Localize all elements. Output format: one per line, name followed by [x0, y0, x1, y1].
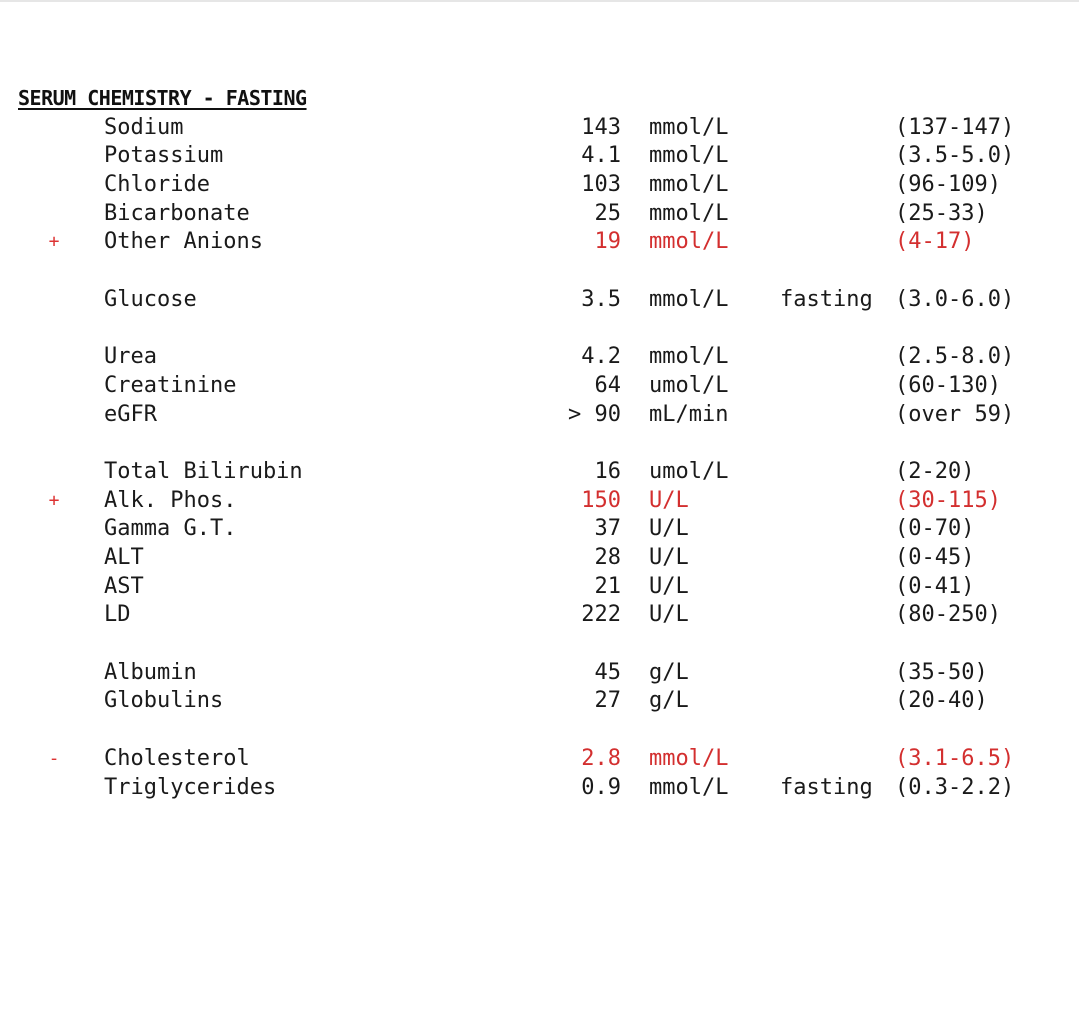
- result-value: 4.2: [581, 344, 621, 370]
- result-value: 19: [594, 229, 621, 255]
- result-note: fasting: [780, 774, 873, 800]
- result-value: 21: [594, 573, 621, 599]
- result-unit: mmol/L: [649, 745, 729, 771]
- abnormal-flag: -: [48, 747, 60, 769]
- result-unit: mmol/L: [649, 114, 729, 140]
- test-name: Gamma G.T.: [104, 516, 237, 542]
- result-row: [0, 372, 1079, 401]
- result-row: [0, 573, 1079, 602]
- group-separator: [0, 257, 1079, 286]
- result-value: 103: [581, 172, 621, 198]
- result-unit: U/L: [649, 545, 689, 570]
- result-row: [0, 343, 1079, 372]
- result-unit: U/L: [649, 573, 689, 599]
- reference-range: (2-20): [895, 458, 975, 484]
- result-value: 16: [594, 458, 621, 484]
- result-row: [0, 745, 1079, 774]
- result-value: 2.8: [581, 745, 621, 771]
- result-row: [0, 544, 1079, 573]
- reference-range: (2.5-8.0): [895, 344, 1015, 370]
- result-value: 150: [581, 487, 621, 513]
- reference-range: (80-250): [895, 602, 1001, 628]
- results-table: [0, 114, 1079, 803]
- abnormal-flag: +: [48, 489, 60, 511]
- reference-range: (0.3-2.2): [895, 774, 1015, 800]
- result-value: 27: [594, 688, 621, 714]
- result-row: [0, 286, 1079, 315]
- result-row: [0, 515, 1079, 544]
- result-value: 64: [594, 372, 621, 398]
- test-name: Triglycerides: [104, 774, 277, 800]
- result-row: [0, 142, 1079, 171]
- result-row: [0, 171, 1079, 200]
- result-row: [0, 458, 1079, 487]
- result-unit: mmol/L: [649, 344, 729, 370]
- group-separator: [0, 315, 1079, 344]
- reference-range: (3.1-6.5): [895, 745, 1015, 771]
- reference-range: (0-45): [895, 545, 975, 570]
- test-name: Chloride: [104, 172, 210, 198]
- result-value: 25: [594, 200, 621, 226]
- test-name: Urea: [104, 344, 157, 370]
- reference-range: (137-147): [895, 114, 1015, 140]
- result-row: [0, 774, 1079, 803]
- result-unit: g/L: [649, 659, 689, 685]
- reference-range: (96-109): [895, 172, 1001, 198]
- test-name: eGFR: [104, 401, 157, 427]
- reference-range: (20-40): [895, 688, 988, 714]
- result-row: [0, 200, 1079, 229]
- test-name: Sodium: [104, 114, 184, 140]
- test-name: Total Bilirubin: [104, 458, 303, 484]
- result-unit: mL/min: [649, 401, 729, 427]
- group-separator: [0, 429, 1079, 458]
- result-unit: mmol/L: [649, 200, 729, 226]
- reference-range: (3.5-5.0): [895, 143, 1015, 169]
- reference-range: (30-115): [895, 487, 1001, 513]
- result-row: [0, 401, 1079, 430]
- reference-range: (4-17): [895, 229, 975, 255]
- result-unit: U/L: [649, 602, 689, 628]
- test-name: Other Anions: [104, 229, 263, 255]
- result-unit: U/L: [649, 516, 689, 542]
- result-unit: mmol/L: [649, 172, 729, 198]
- result-value: 37: [594, 516, 621, 542]
- test-name: Bicarbonate: [104, 200, 250, 226]
- result-row: [0, 687, 1079, 716]
- result-row: [0, 487, 1079, 516]
- test-name: Glucose: [104, 286, 197, 312]
- test-name: AST: [104, 573, 144, 599]
- result-unit: umol/L: [649, 458, 729, 484]
- test-name: ALT: [104, 545, 144, 570]
- test-name: Potassium: [104, 143, 224, 169]
- test-name: Cholesterol: [104, 745, 250, 771]
- result-unit: mmol/L: [649, 774, 729, 800]
- reference-range: (35-50): [895, 659, 988, 685]
- result-unit: g/L: [649, 688, 689, 714]
- result-value: 45: [594, 659, 621, 685]
- result-value: 222: [581, 602, 621, 628]
- reference-range: (3.0-6.0): [895, 286, 1015, 312]
- group-separator: [0, 716, 1079, 745]
- result-value: 4.1: [581, 143, 621, 169]
- result-unit: U/L: [649, 487, 689, 513]
- result-unit: mmol/L: [649, 286, 729, 312]
- result-row: [0, 114, 1079, 143]
- group-separator: [0, 630, 1079, 659]
- reference-range: (25-33): [895, 200, 988, 226]
- result-value: > 90: [568, 401, 621, 427]
- result-unit: mmol/L: [649, 229, 729, 255]
- result-value: 143: [581, 114, 621, 140]
- reference-range: (60-130): [895, 372, 1001, 398]
- result-value: 0.9: [581, 774, 621, 800]
- result-row: [0, 659, 1079, 688]
- reference-range: (0-41): [895, 573, 975, 599]
- reference-range: (0-70): [895, 516, 975, 542]
- reference-range: (over 59): [895, 401, 1015, 427]
- result-value: 3.5: [581, 286, 621, 312]
- test-name: Alk. Phos.: [104, 487, 237, 513]
- test-name: Albumin: [104, 659, 197, 685]
- result-note: fasting: [780, 286, 873, 312]
- result-unit: umol/L: [649, 372, 729, 398]
- result-row: [0, 601, 1079, 630]
- test-name: LD: [104, 602, 131, 628]
- report-title: SERUM CHEMISTRY - FASTING: [18, 86, 307, 110]
- result-value: 28: [594, 545, 621, 570]
- result-unit: mmol/L: [649, 143, 729, 169]
- test-name: Creatinine: [104, 372, 237, 398]
- top-border: [0, 0, 1079, 2]
- test-name: Globulins: [104, 688, 224, 714]
- abnormal-flag: +: [48, 231, 60, 253]
- result-row: [0, 228, 1079, 257]
